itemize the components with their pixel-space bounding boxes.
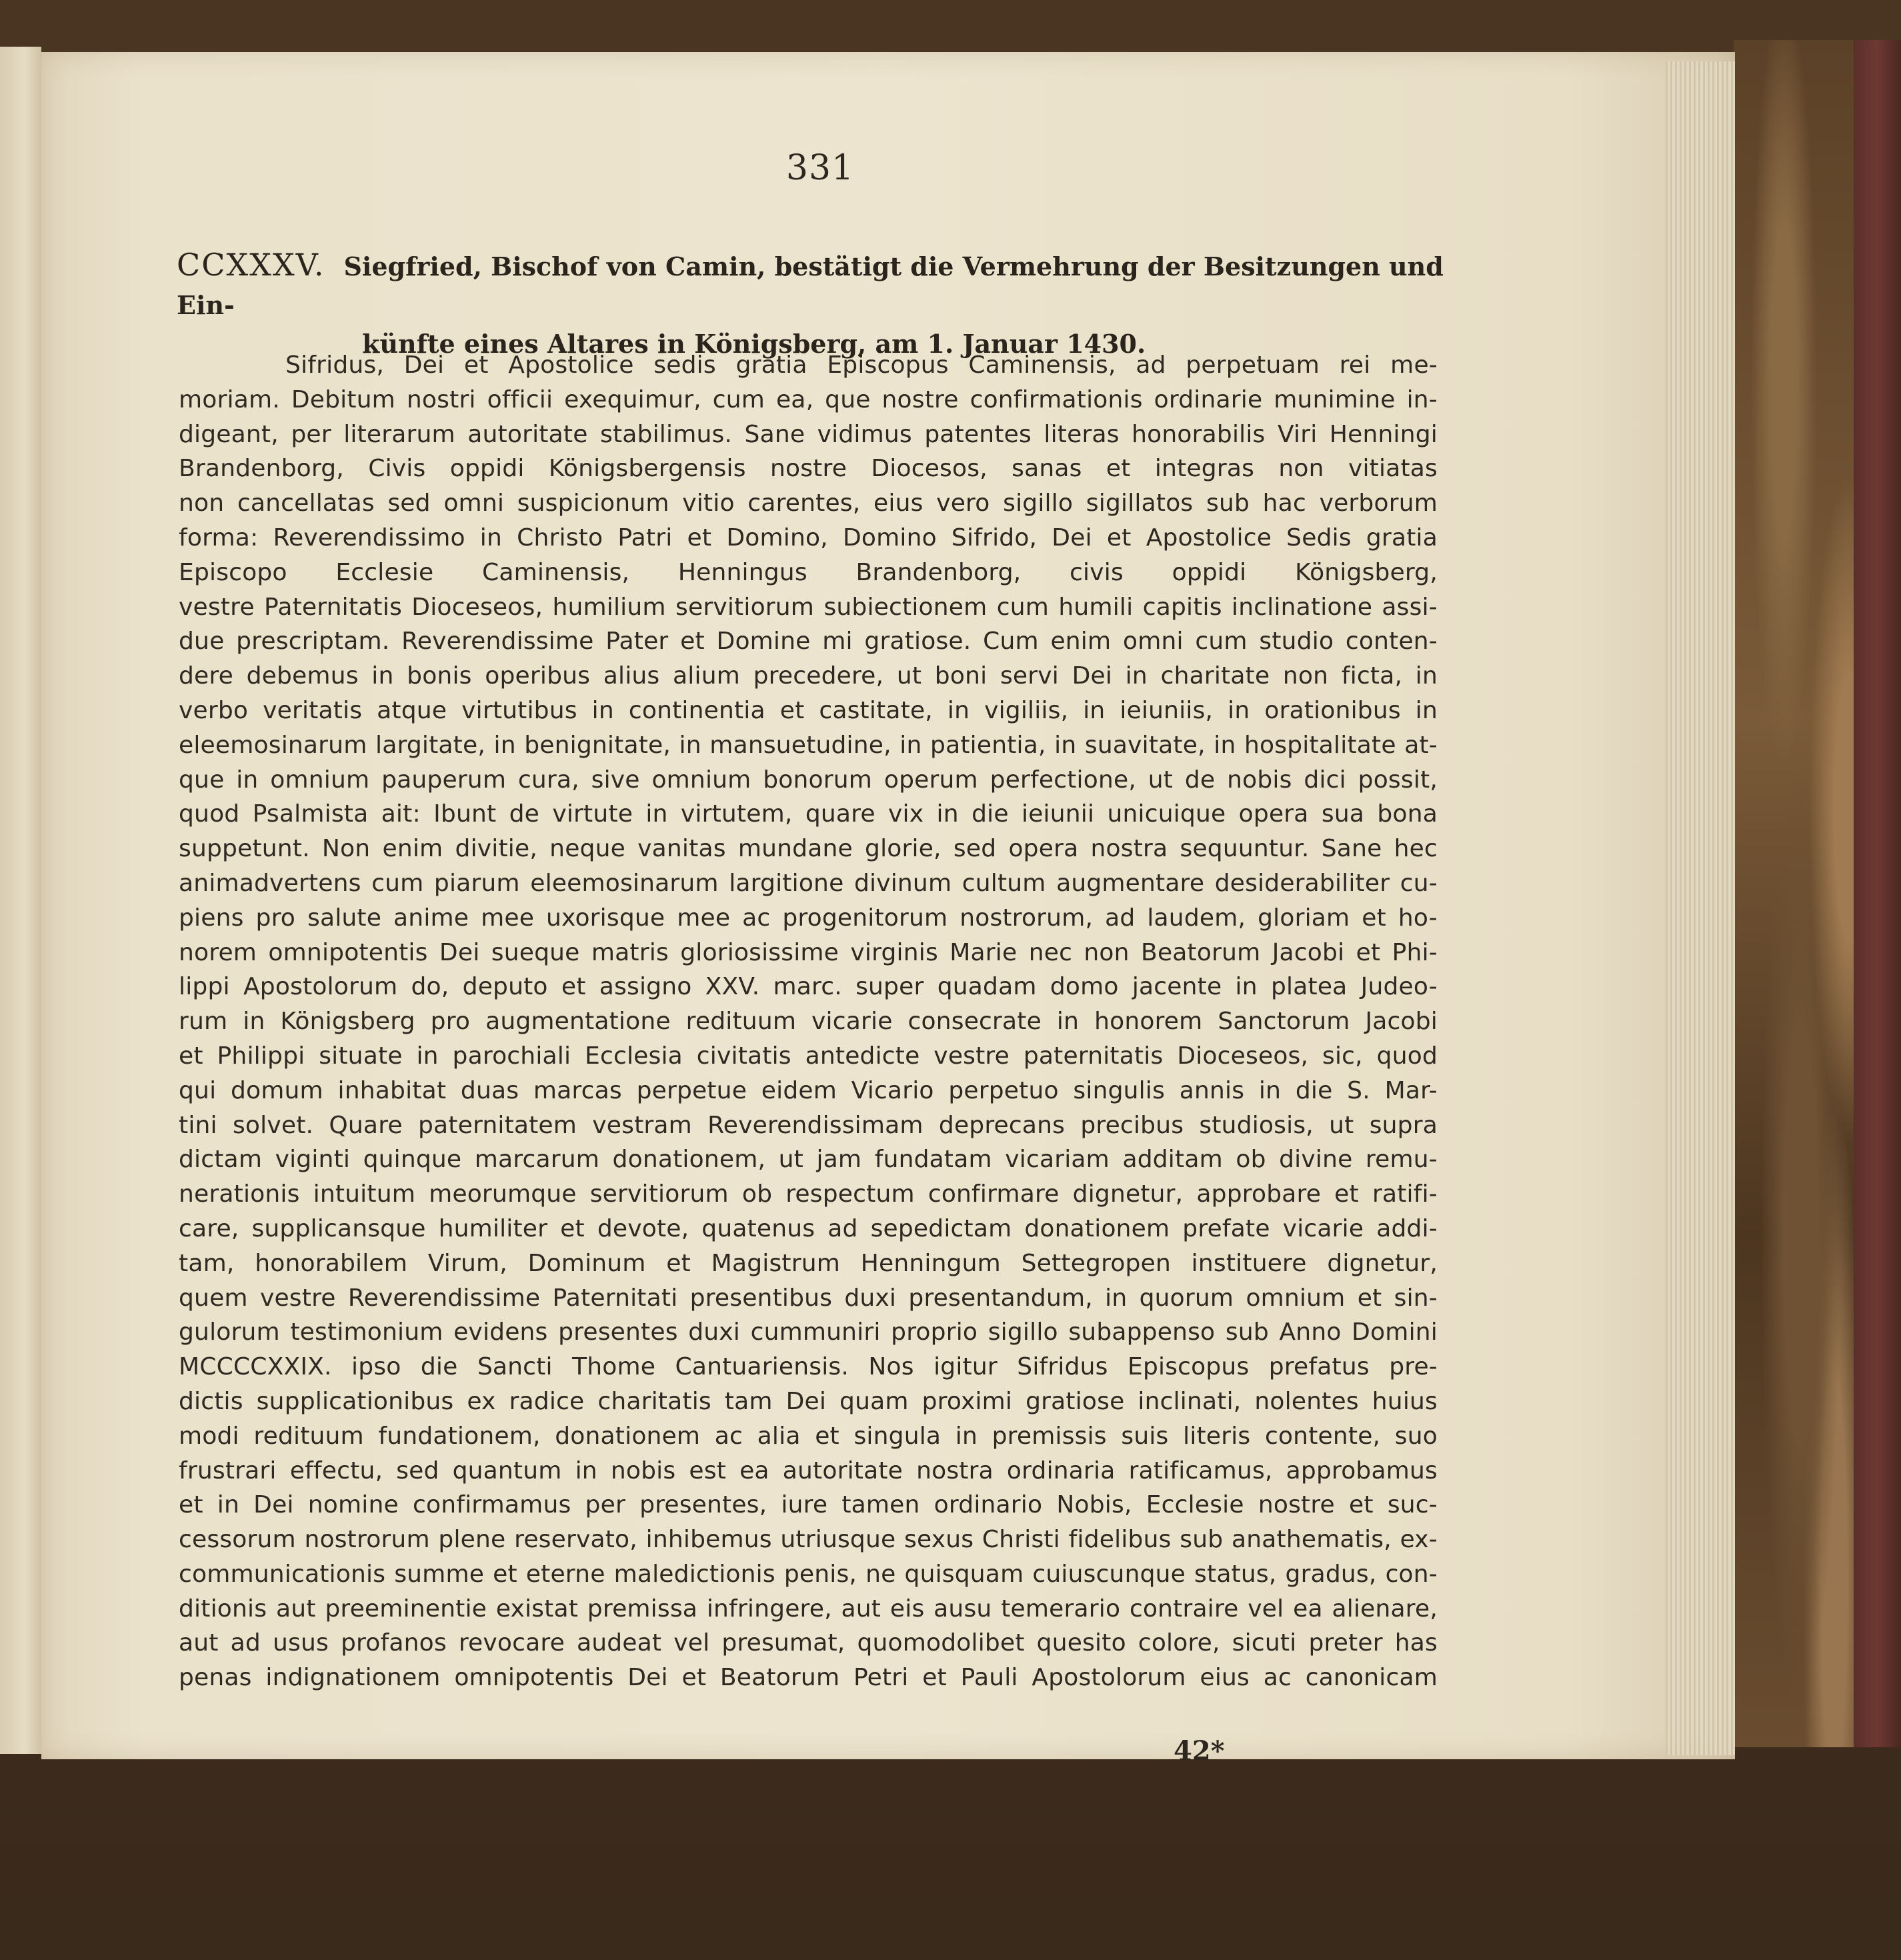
text-line: ditionis aut preeminentie existat premissa infringere, aut eis ausu temerario contraire vel ea alienare, [179,1595,1438,1623]
heading-line-2: künfte eines Altares in Königsberg, am 1. Januar 1430. [362,329,1146,359]
text-line: care, supplicansque humiliter et devote, quatenus ad sepedictam donationem prefate vicarie addi- [179,1214,1438,1242]
text-line: qui domum inhabitat duas marcas perpetue eidem Vicario perpetuo singulis annis in die S. Mar- [179,1076,1438,1104]
text-line: gulorum testimonium evidens presentes duxi cummuniri proprio sigillo subappenso sub Anno Domini [179,1318,1438,1346]
text-line: MCCCCXXIX. ipso die Sancti Thome Cantuariensis. Nos igitur Sifridus Episcopus prefatus pre- [179,1353,1438,1381]
text-line: verbo veritatis atque virtutibus in continentia et castitate, in vigiliis, in ieiuniis, in orationibus in [179,696,1438,724]
text-line: quem vestre Reverendissime Paternitati presentibus duxi presentandum, in quorum omnium et sin- [179,1284,1438,1312]
text-line: digeant, per literarum autoritate stabilimus. Sane vidimus patentes literas honorabilis Viri Henningi [179,420,1438,448]
text-line: animadvertens cum piarum eleemosinarum largitione divinum cultum augmentare desiderabiliter cu- [179,869,1438,897]
text-line: moriam. Debitum nostri officii exequimur, cum ea, que nostre confirmationis ordinarie munimine in- [179,385,1438,413]
text-line: et Philippi situate in parochiali Ecclesia civitatis antedicte vestre paternitatis Dioceseos, sic, quod [179,1042,1438,1070]
document-body [179,348,1438,1695]
text-line: Sifridus, Dei et Apostolice sedis gratia Episcopus Caminensis, ad perpetuam rei me- [285,351,1438,379]
document-number: CCXXXV. [177,247,325,283]
text-line: dere debemus in bonis operibus alius alium precedere, ut boni servi Dei in charitate non ficta, in [179,662,1438,690]
text-line: dictis supplicationibus ex radice charitatis tam Dei quam proximi gratiose inclinati, nolentes huius [179,1387,1438,1415]
heading-line-1: Siegfried, Bischof von Camin, bestätigt die Vermehrung der Besitzungen und Ein- [177,251,1444,320]
text-line: quod Psalmista ait: Ibunt de virtute in virtutem, quare vix in die ieiunii unicuique opera sua bona [179,800,1438,828]
page-block-edges [1666,61,1735,1755]
text-line: modi redituum fundationem, donationem ac alia et singula in premissis suis literis contente, suo [179,1422,1438,1450]
text-line: et in Dei nomine confirmamus per presentes, iure tamen ordinario Nobis, Ecclesie nostre et suc- [179,1491,1438,1519]
book-cover-edge [1854,40,1901,1747]
text-line: aut ad usus profanos revocare audeat vel presumat, quomodolibet quesito colore, sicuti preter has [179,1629,1438,1657]
text-line: rum in Königsberg pro augmentatione redituum vicarie consecrate in honorem Sanctorum Jacobi [179,1008,1438,1036]
text-line: tini solvet. Quare paternitatem vestram Reverendissimam deprecans precibus studiosis, ut supra [179,1111,1438,1139]
text-line: due prescriptam. Reverendissime Pater et Domine mi gratiose. Cum enim omni cum studio conten- [179,628,1438,656]
text-line: que in omnium pauperum cura, sive omnium bonorum operum perfectione, ut de nobis dici possit, [179,766,1438,794]
text-line: vestre Paternitatis Dioceseos, humilium servitiorum subiectionem cum humili capitis inclinatione assi- [179,593,1438,621]
text-line: piens pro salute anime mee uxorisque mee ac progenitorum nostrorum, ad laudem, gloriam et ho- [179,904,1438,932]
text-line: frustrari effectu, sed quantum in nobis est ea autoritate nostra ordinaria ratificamus, approbamus [179,1456,1438,1485]
text-line: penas indignationem omnipotentis Dei et Beatorum Petri et Pauli Apostolorum eius ac canonicam [179,1664,1438,1692]
page-number: 331 [785,148,855,188]
text-line: forma: Reverendissimo in Christo Patri et Domino, Domino Sifrido, Dei et Apostolice Sedis gratia [179,524,1438,552]
text-line: non cancellatas sed omni suspicionum vitio carentes, eius vero sigillo sigillatos sub hac verborum [179,489,1438,518]
text-line: Brandenborg, Civis oppidi Königsbergensis nostre Diocesos, sanas et integras non vitiatas [179,455,1438,483]
document-heading [177,245,1444,363]
text-line: dictam viginti quinque marcarum donationem, ut jam fundatam vicariam additam ob divine remu- [179,1146,1438,1174]
text-line: cessorum nostrorum plene reservato, inhibemus utriusque sexus Christi fidelibus sub anathematis, ex- [179,1526,1438,1554]
text-line: Episcopo Ecclesie Caminensis, Henningus Brandenborg, civis oppidi Königsberg, [179,558,1438,586]
text-line: communicationis summe et eterne maledictionis penis, ne quisquam cuiuscunque status, gradus, con- [179,1560,1438,1588]
text-line: suppetunt. Non enim divitie, neque vanitas mundane glorie, sed opera nostra sequuntur. Sane hec [179,835,1438,863]
text-line: lippi Apostolorum do, deputo et assigno XXV. marc. super quadam domo jacente in platea Judeo- [179,973,1438,1001]
text-line: eleemosinarum largitate, in benignitate, in mansuetudine, in patientia, in suavitate, in hospitalitate at- [179,731,1438,759]
left-page-edge [0,47,41,1754]
text-line: nerationis intuitum meorumque servitiorum ob respectum confirmare dignetur, approbare et ratifi- [179,1180,1438,1208]
signature-mark: 42* [1174,1735,1225,1767]
text-line: norem omnipotentis Dei sueque matris gloriosissime virginis Marie nec non Beatorum Jacobi et Phi- [179,938,1438,966]
text-line: tam, honorabilem Virum, Dominum et Magistrum Henningum Settegropen instituere dignetur, [179,1249,1438,1277]
